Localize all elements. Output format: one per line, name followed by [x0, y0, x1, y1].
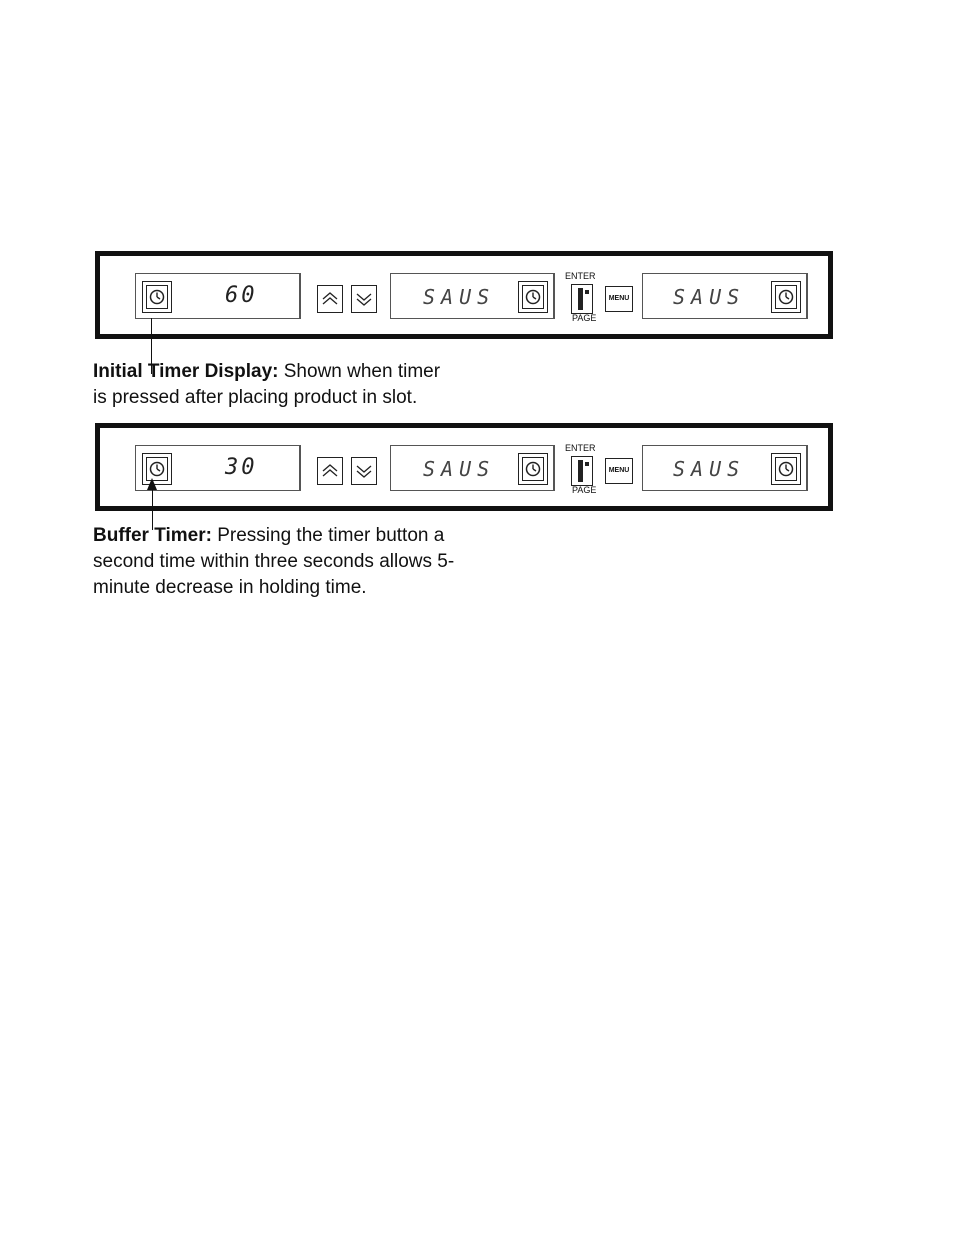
- timer-icon: [525, 461, 541, 477]
- caption-text: minute decrease in holding time.: [93, 577, 367, 598]
- product-name: SAUS: [673, 285, 746, 309]
- timer-button[interactable]: [771, 281, 801, 313]
- page-label: PAGE: [572, 485, 597, 495]
- caption-text: second time within three seconds allows 5-: [93, 551, 455, 572]
- chevron-up-icon: [321, 290, 339, 308]
- up-button[interactable]: [317, 285, 343, 313]
- chevron-up-icon: [321, 462, 339, 480]
- enter-label: ENTER: [565, 443, 596, 453]
- middle-slot-display: [390, 445, 555, 491]
- product-name: SAUS: [673, 457, 746, 481]
- enter-page-button[interactable]: [571, 284, 593, 314]
- timer-button[interactable]: [771, 453, 801, 485]
- menu-button[interactable]: MENU: [605, 286, 633, 312]
- caption-buffer-timer: [93, 523, 513, 601]
- left-slot-display: [135, 273, 301, 319]
- timer-button[interactable]: [142, 281, 172, 313]
- down-button[interactable]: [351, 285, 377, 313]
- right-slot-display: [642, 445, 808, 491]
- down-button[interactable]: [351, 457, 377, 485]
- product-name: SAUS: [423, 457, 496, 481]
- timer-icon: [525, 289, 541, 305]
- control-panel-initial: [95, 251, 833, 339]
- right-slot-display: [642, 273, 808, 319]
- timer-icon: [778, 461, 794, 477]
- chevron-down-icon: [355, 462, 373, 480]
- control-panel-buffer: [95, 423, 833, 511]
- timer-button[interactable]: [518, 281, 548, 313]
- timer-icon: [778, 289, 794, 305]
- chevron-down-icon: [355, 290, 373, 308]
- left-slot-display: [135, 445, 301, 491]
- up-button[interactable]: [317, 457, 343, 485]
- enter-page-button[interactable]: [571, 456, 593, 486]
- page-label: PAGE: [572, 313, 597, 323]
- timer-value: 30: [225, 455, 258, 480]
- menu-button[interactable]: MENU: [605, 458, 633, 484]
- caption-title: Initial Timer Display:: [93, 361, 279, 382]
- caption-text: is pressed after placing product in slot.: [93, 387, 418, 408]
- product-name: SAUS: [423, 285, 496, 309]
- caption-title: Buffer Timer:: [93, 525, 212, 546]
- caption-text: Shown when timer: [278, 361, 441, 382]
- timer-icon: [149, 461, 165, 477]
- middle-slot-display: [390, 273, 555, 319]
- timer-icon: [149, 289, 165, 305]
- enter-label: ENTER: [565, 271, 596, 281]
- caption-text: Pressing the timer button a: [211, 525, 445, 546]
- timer-button[interactable]: [518, 453, 548, 485]
- caption-initial-timer: [93, 359, 493, 411]
- timer-value: 60: [225, 283, 258, 308]
